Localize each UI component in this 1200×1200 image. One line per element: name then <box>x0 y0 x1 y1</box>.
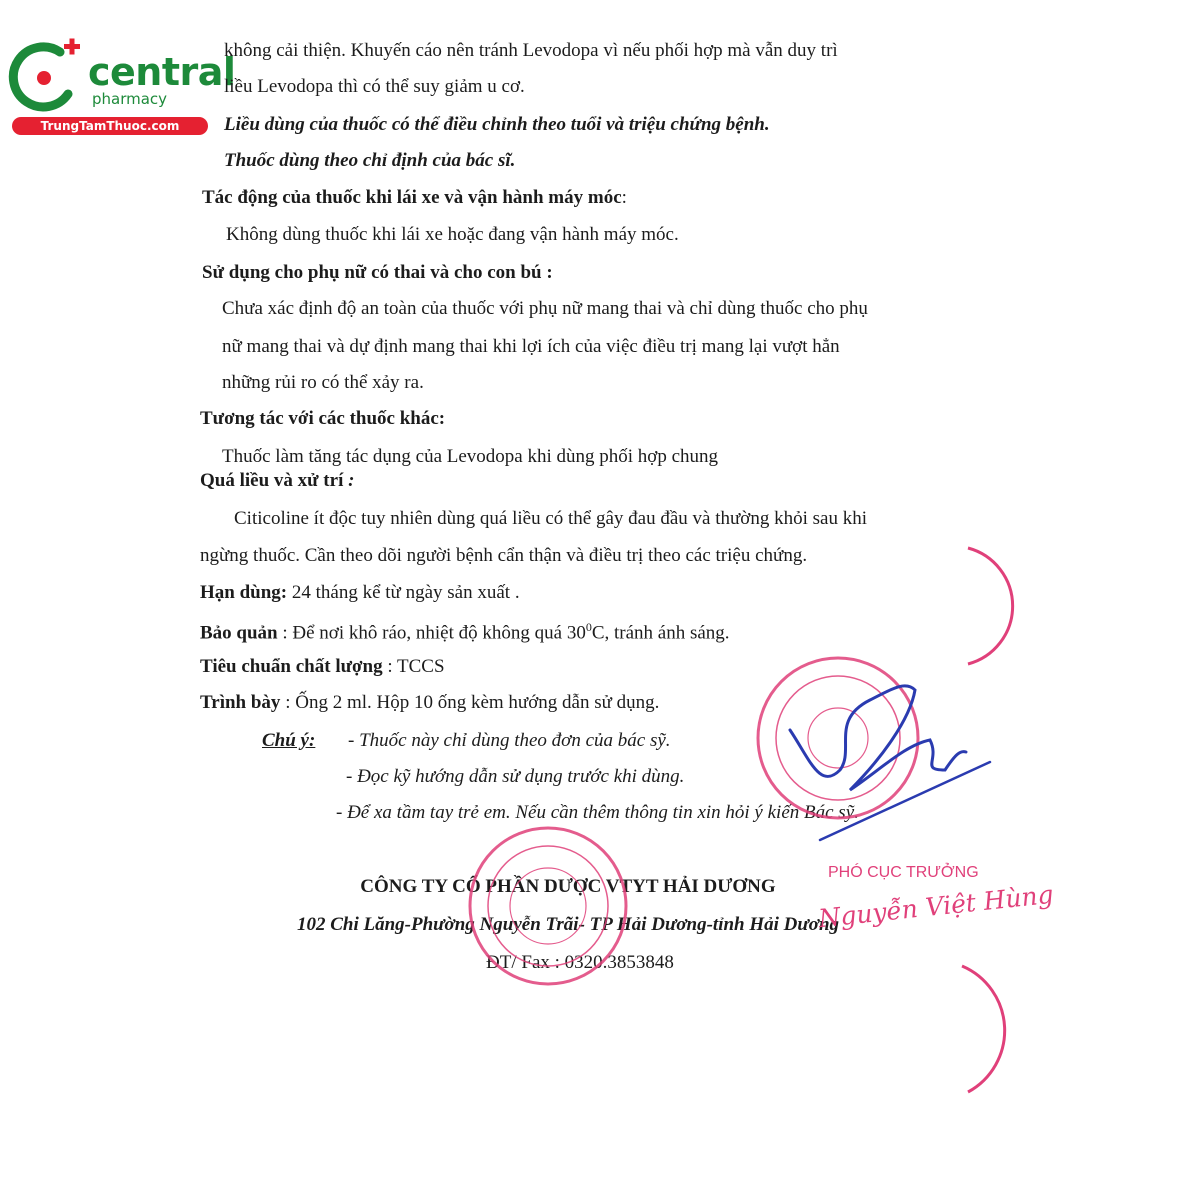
note-item: - Thuốc này chỉ dùng theo đơn của bác sỹ. <box>348 730 671 751</box>
text-line: không cải thiện. Khuyến cáo nên tránh Levodopa vì nếu phối hợp mà vẫn duy trì <box>224 40 838 61</box>
note-item: - Để xa tầm tay trẻ em. Nếu cần thêm thông tin xin hỏi ý kiến Bác sỹ. <box>336 802 859 823</box>
logo-brand-name: central <box>88 50 236 94</box>
section-heading: Tương tác với các thuốc khác: <box>200 408 446 429</box>
company-name: CÔNG TY CỔ PHẦN DƯỢC VTYT HẢI DƯƠNG <box>360 876 776 897</box>
signature-ink <box>790 686 966 790</box>
text-line: những rủi ro có thể xảy ra. <box>222 372 424 393</box>
text-line: Chưa xác định độ an toàn của thuốc với phụ nữ mang thai và chỉ dùng thuốc cho phụ <box>222 298 868 319</box>
text-line: ngừng thuốc. Cần theo dõi người bệnh cẩn thận và điều trị theo các triệu chứng. <box>200 545 808 566</box>
prescription-note: Thuốc dùng theo chỉ định của bác sĩ. <box>224 150 516 171</box>
logo-mark-icon <box>8 36 98 116</box>
section-driving: Tác động của thuốc khi lái xe và vận hành máy móc: <box>202 187 627 208</box>
logo-site-link[interactable]: TrungTamThuoc.com <box>12 117 208 135</box>
company-phone: ĐT/ Fax : 0320.3853848 <box>486 952 674 973</box>
packaging: Trình bày : Ống 2 ml. Hộp 10 ống kèm hướng dẫn sử dụng. <box>200 692 660 713</box>
text-line: liều Levodopa thì có thể suy giảm u cơ. <box>224 76 525 97</box>
section-heading: Tác động của thuốc khi lái xe và vận hành máy móc <box>202 187 622 208</box>
section-heading: Sử dụng cho phụ nữ có thai và cho con bú : <box>202 262 553 283</box>
ministry-stamp <box>758 658 918 818</box>
section-heading: Quá liều và xử trí <box>200 470 344 491</box>
logo-brand-sub: pharmacy <box>92 90 168 108</box>
partial-stamp <box>962 966 1005 1092</box>
signer-name: Nguyễn Việt Hùng <box>817 879 1055 934</box>
signer-title: PHÓ CỤC TRƯỞNG <box>828 864 979 881</box>
dosage-note: Liều dùng của thuốc có thể điều chỉnh theo tuổi và triệu chứng bệnh. <box>224 114 770 135</box>
quality-standard: Tiêu chuẩn chất lượng : TCCS <box>200 656 445 677</box>
text-line: nữ mang thai và dự định mang thai khi lợi ích của việc điều trị mang lại vượt hẳn <box>222 336 840 357</box>
storage: Bảo quản : Để nơi khô ráo, nhiệt độ không quá $30^0C$, tránh ánh sáng. <box>200 620 730 644</box>
note-heading: Chú ý: <box>262 730 316 751</box>
note-item: - Đọc kỹ hướng dẫn sử dụng trước khi dùng. <box>346 766 685 787</box>
company-address: 102 Chi Lăng-Phường Nguyễn Trãi- TP Hải Dương-tỉnh Hải Dương <box>296 914 840 935</box>
shelf-life: Hạn dùng: 24 tháng kể từ ngày sản xuất . <box>200 582 520 603</box>
section-overdose: Quá liều và xử trí : <box>200 470 355 491</box>
text-line: Thuốc làm tăng tác dụng của Levodopa khi dùng phối hợp chung <box>222 446 719 467</box>
text-line: Citicoline ít độc tuy nhiên dùng quá liều có thể gây đau đầu và thường khỏi sau khi <box>234 508 867 529</box>
partial-stamp <box>968 548 1013 664</box>
text-line: Không dùng thuốc khi lái xe hoặc đang vận hành máy móc. <box>226 224 679 245</box>
